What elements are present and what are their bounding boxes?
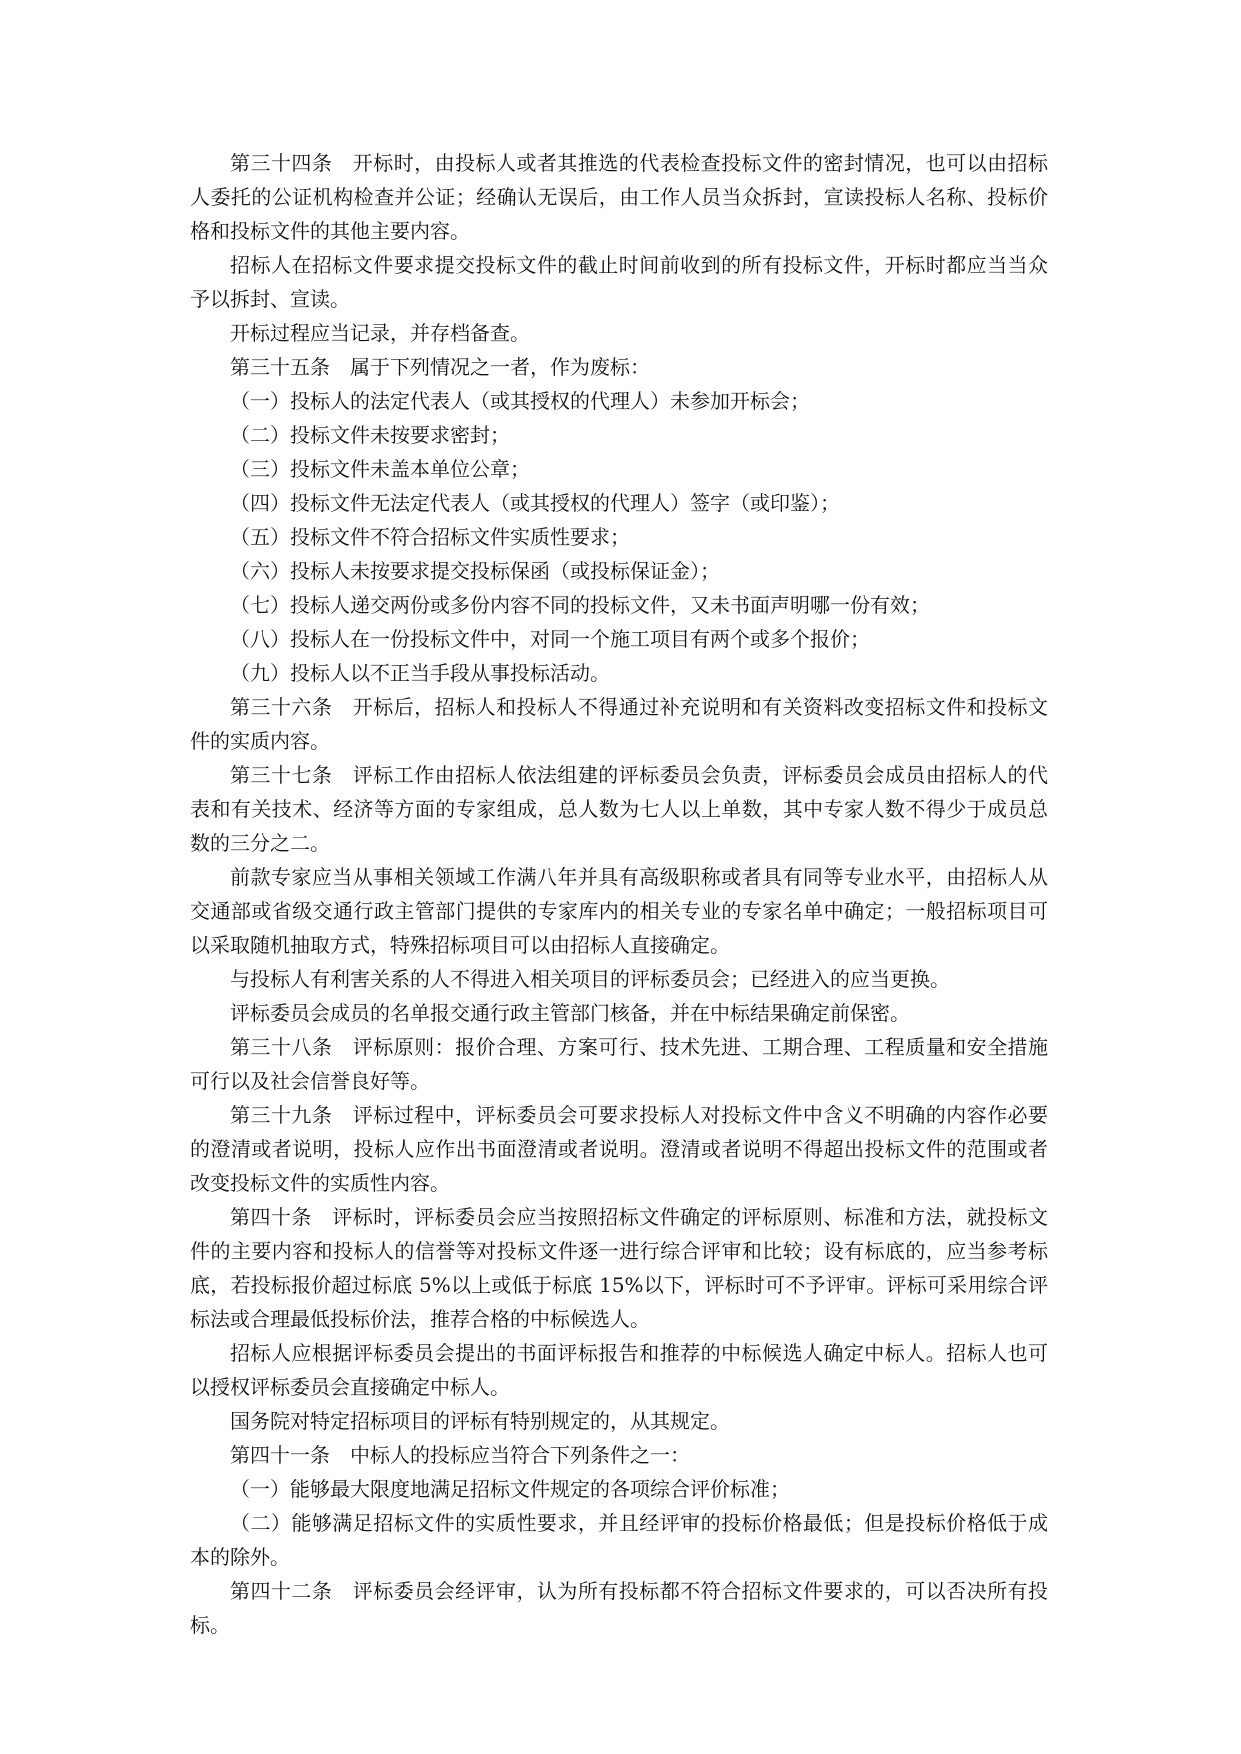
article-40: 第四十条 评标时，评标委员会应当按照招标文件确定的评标原则、标准和方法，就投标文件的主要内容和投标人的信誉等对投标文件逐一进行综合评审和比较；设有标底的，应当参考标底，若投标报价超过标底 5%以上或低于标底 15%以下，评标时可不予评审。评标可采用综合评标法或合理最低投标价法，推荐合格的中标候选人。 bbox=[190, 1205, 1048, 1331]
article-35-item-1: （一）投标人的法定代表人（或其授权的代理人）未参加开标会； bbox=[230, 389, 810, 413]
article-41-item-2: （二）能够满足招标文件的实质性要求，并且经评审的投标价格最低；但是投标价格低于成本的除外。 bbox=[190, 1511, 1048, 1569]
article-34: 第三十四条 开标时，由投标人或者其推选的代表检查投标文件的密封情况，也可以由招标人委托的公证机构检查并公证；经确认无误后，由工作人员当众拆封，宣读投标人名称、投标价格和投标文件的其他主要内容。 bbox=[190, 151, 1048, 243]
article-35-item-8: （八）投标人在一份投标文件中，对同一个施工项目有两个或多个报价； bbox=[230, 627, 870, 651]
article-35-item-3: （三）投标文件未盖本单位公章； bbox=[230, 457, 530, 481]
article-35-item-4: （四）投标文件无法定代表人（或其授权的代理人）签字（或印鉴）； bbox=[230, 491, 840, 515]
article-35-item-2: （二）投标文件未按要求密封； bbox=[230, 423, 510, 447]
article-37: 第三十七条 评标工作由招标人依法组建的评标委员会负责，评标委员会成员由招标人的代表和有关技术、经济等方面的专家组成，总人数为七人以上单数，其中专家人数不得少于成员总数的三分之二。 bbox=[190, 763, 1048, 855]
article-35-item-7: （七）投标人递交两份或多份内容不同的投标文件，又未书面声明哪一份有效； bbox=[230, 593, 930, 617]
document-page bbox=[190, 146, 1048, 1642]
article-36: 第三十六条 开标后，招标人和投标人不得通过补充说明和有关资料改变招标文件和投标文件的实质内容。 bbox=[190, 695, 1048, 753]
article-35-item-6: （六）投标人未按要求提交投标保函（或投标保证金）； bbox=[230, 559, 720, 583]
article-40-para-2: 招标人应根据评标委员会提出的书面评标报告和推荐的中标候选人确定中标人。招标人也可以授权评标委员会直接确定中标人。 bbox=[190, 1341, 1048, 1399]
article-35: 第三十五条 属于下列情况之一者，作为废标： bbox=[230, 355, 650, 379]
article-34-para-2: 招标人在招标文件要求提交投标文件的截止时间前收到的所有投标文件，开标时都应当当众予以拆封、宣读。 bbox=[190, 253, 1048, 311]
article-37-para-3: 与投标人有利害关系的人不得进入相关项目的评标委员会；已经进入的应当更换。 bbox=[230, 967, 950, 991]
article-42: 第四十二条 评标委员会经评审，认为所有投标都不符合招标文件要求的，可以否决所有投标。 bbox=[190, 1579, 1048, 1637]
article-35-item-9: （九）投标人以不正当手段从事投标活动。 bbox=[230, 661, 610, 685]
article-35-item-5: （五）投标文件不符合招标文件实质性要求； bbox=[230, 525, 630, 549]
article-34-para-3: 开标过程应当记录，并存档备查。 bbox=[230, 321, 530, 345]
article-39: 第三十九条 评标过程中，评标委员会可要求投标人对投标文件中含义不明确的内容作必要的澄清或者说明，投标人应作出书面澄清或者说明。澄清或者说明不得超出投标文件的范围或者改变投标文件的实质性内容。 bbox=[190, 1103, 1048, 1195]
article-38: 第三十八条 评标原则：报价合理、方案可行、技术先进、工期合理、工程质量和安全措施可行以及社会信誉良好等。 bbox=[190, 1035, 1048, 1093]
article-41: 第四十一条 中标人的投标应当符合下列条件之一： bbox=[230, 1443, 690, 1467]
article-37-para-2: 前款专家应当从事相关领域工作满八年并具有高级职称或者具有同等专业水平，由招标人从交通部或省级交通行政主管部门提供的专家库内的相关专业的专家名单中确定；一般招标项目可以采取随机抽取方式，特殊招标项目可以由招标人直接确定。 bbox=[190, 865, 1048, 957]
article-37-para-4: 评标委员会成员的名单报交通行政主管部门核备，并在中标结果确定前保密。 bbox=[230, 1001, 910, 1025]
article-41-item-1: （一）能够最大限度地满足招标文件规定的各项综合评价标准； bbox=[230, 1477, 790, 1501]
article-40-para-3: 国务院对特定招标项目的评标有特别规定的，从其规定。 bbox=[230, 1409, 730, 1433]
